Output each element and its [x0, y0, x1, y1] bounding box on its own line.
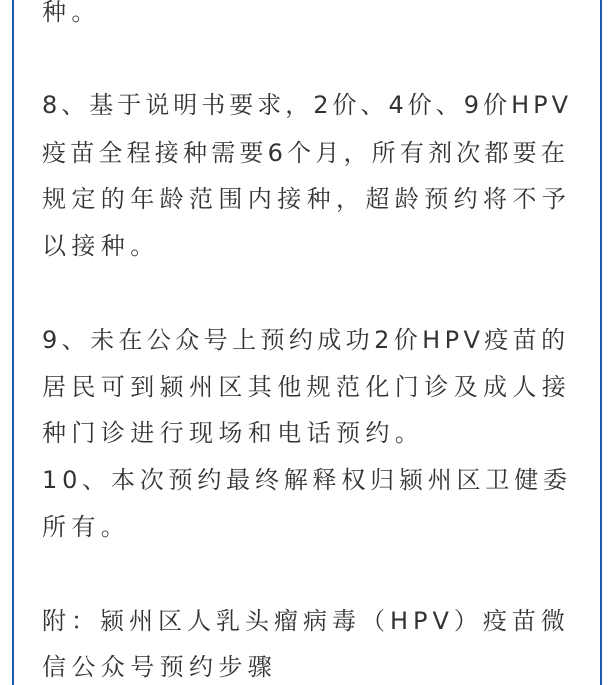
paragraph-8-line-3: 规定的年龄范围内接种，超龄预约将不予 — [42, 185, 572, 213]
paragraph-8-line-2: 疫苗全程接种需要6个月，所有剂次都要在 — [42, 139, 570, 167]
appendix-line-2: 信公众号预约步骤 — [42, 653, 278, 681]
paragraph-7-tail: 种。 — [42, 0, 101, 26]
paragraph-9-line-3: 种门诊进行现场和电话预约。 — [42, 419, 425, 447]
appendix-line-1: 附：颍州区人乳头瘤病毒（HPV）疫苗微 — [42, 607, 570, 635]
paragraph-10-line-2: 所有。 — [42, 513, 131, 541]
paragraph-8-line-4: 以接种。 — [42, 232, 160, 260]
paragraph-8-line-1: 8、基于说明书要求，2价、4价、9价HPV — [42, 91, 573, 119]
paragraph-10-line-1: 10、本次预约最终解释权归颍州区卫健委 — [42, 466, 572, 494]
paragraph-9-line-1: 9、未在公众号上预约成功2价HPV疫苗的 — [42, 326, 570, 354]
paragraph-9-line-2: 居民可到颍州区其他规范化门诊及成人接 — [42, 373, 572, 401]
